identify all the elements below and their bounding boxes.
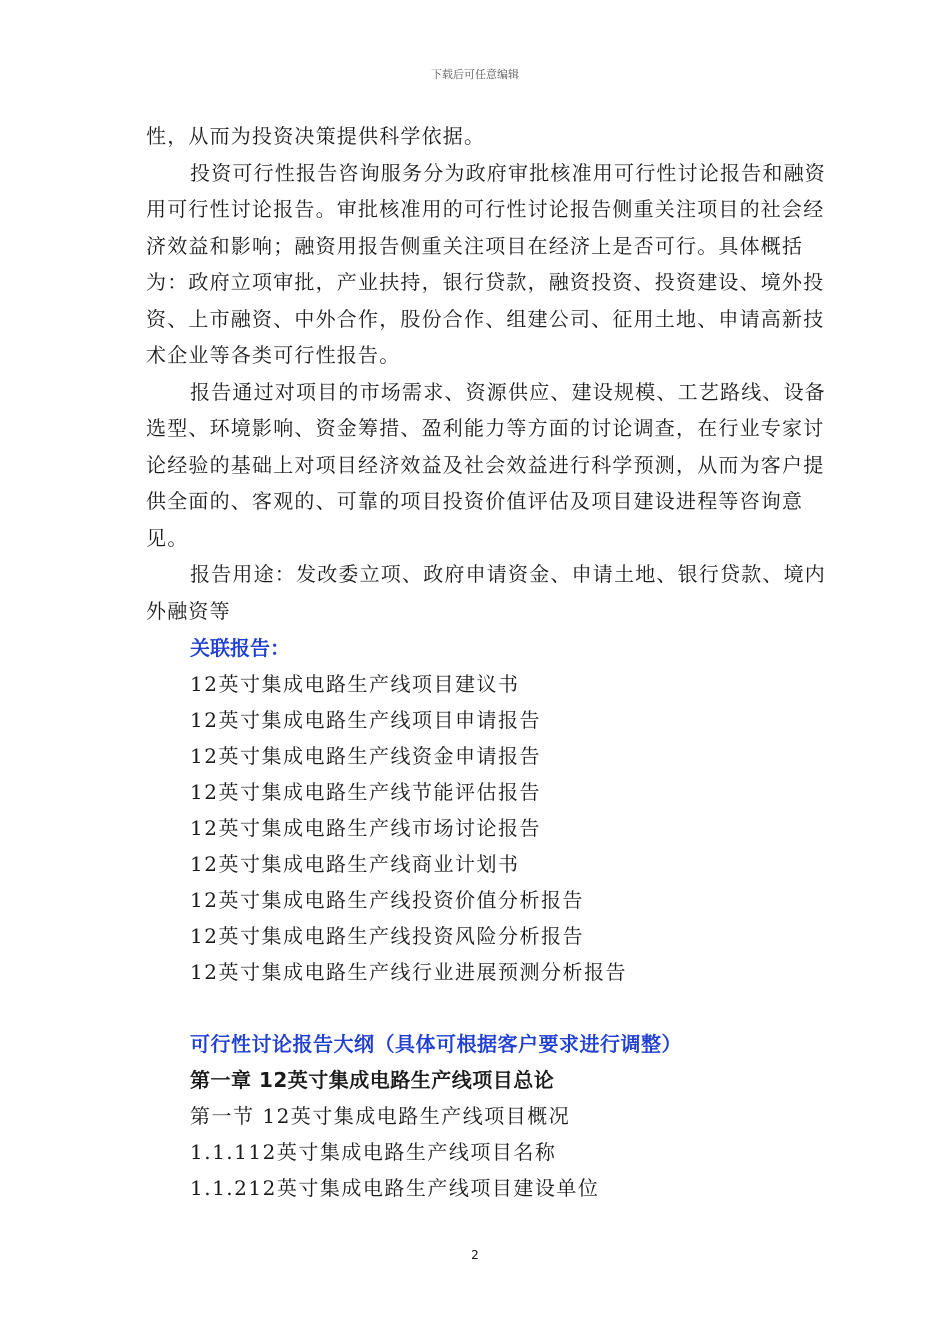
related-report-item: 12英寸集成电路生产线市场讨论报告 (190, 816, 541, 840)
outline-line: 1.1.112英寸集成电路生产线项目名称 (190, 1140, 557, 1164)
page-header: 下载后可任意编辑 (431, 68, 519, 81)
related-report-item: 12英寸集成电路生产线投资风险分析报告 (190, 924, 584, 948)
related-reports-list (146, 666, 836, 990)
related-report-item: 12英寸集成电路生产线项目申请报告 (190, 708, 541, 732)
related-report-item: 12英寸集成电路生产线项目建议书 (190, 672, 520, 696)
related-report-item: 12英寸集成电路生产线资金申请报告 (190, 744, 541, 768)
related-report-item: 12英寸集成电路生产线节能评估报告 (190, 780, 541, 804)
paragraph: 报告通过对项目的市场需求、资源供应、建设规模、工艺路线、设备选型、环境影响、资金筹措、盈利能力等方面的讨论调查，在行业专家讨论经验的基础上对项目经济效益及社会效益进行科学预测，从而为客户提供全面的、客观的、可靠的项目投资价值评估及项目建设进程等咨询意见。 (146, 379, 826, 550)
page-number: 2 (471, 1248, 479, 1262)
related-report-item: 12英寸集成电路生产线投资价值分析报告 (190, 888, 584, 912)
outline-line: 第一节 12英寸集成电路生产线项目概况 (190, 1104, 571, 1128)
outline-line: 1.1.212英寸集成电路生产线项目建设单位 (190, 1176, 600, 1200)
related-report-item: 12英寸集成电路生产线商业计划书 (190, 852, 520, 876)
paragraph: 投资可行性报告咨询服务分为政府审批核准用可行性讨论报告和融资用可行性讨论报告。审批核准用的可行性讨论报告侧重关注项目的社会经济效益和影响；融资用报告侧重关注项目在经济上是否可行。具体概括为：政府立项审批，产业扶持，银行贷款，融资投资、投资建设、境外投资、上市融资、中外合作，股份合作、组建公司、征用土地、申请高新技术企业等各类可行性报告。 (146, 160, 826, 367)
outline-heading: 可行性讨论报告大纲（具体可根据客户要求进行调整） (190, 1032, 682, 1056)
chapter-title: 第一章 12英寸集成电路生产线项目总论 (190, 1068, 555, 1092)
related-report-item: 12英寸集成电路生产线行业进展预测分析报告 (190, 960, 627, 984)
related-reports-heading: 关联报告： (190, 636, 290, 660)
intro-paragraphs (146, 118, 836, 629)
paragraph: 报告用途：发改委立项、政府申请资金、申请土地、银行贷款、境内外融资等 (146, 562, 826, 623)
paragraph: 性，从而为投资决策提供科学依据。 (146, 124, 486, 148)
document-body (146, 118, 836, 1206)
